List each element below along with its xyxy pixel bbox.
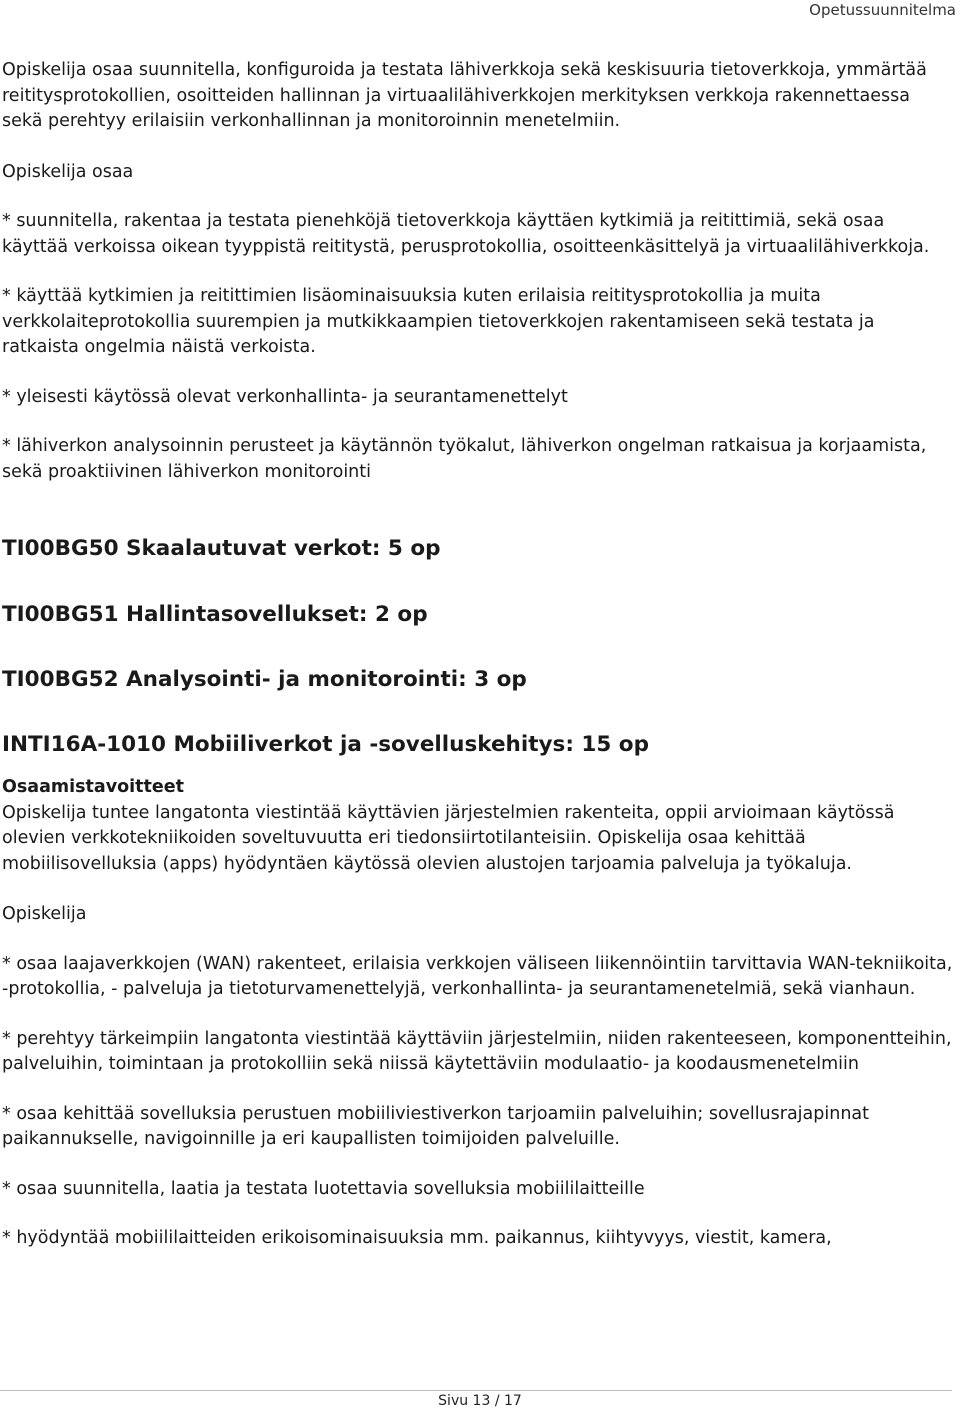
page-footer — [0, 1390, 960, 1409]
bullet-item: * yleisesti käytössä olevat verkonhallinta- ja seurantamenettelyt — [2, 386, 568, 407]
page-number: Sivu 13 / 17 — [438, 1393, 522, 1409]
page-content — [2, 58, 954, 1252]
intro-paragraph: Opiskelija osaa suunnitella, konfiguroida ja testata lähiverkkoja sekä keskisuuria tietoverkkoja, ymmärtää reititysprotokollien, osoitteiden hallinnan ja virtuaalilähiverkkojen merkityksen verkkoja rakennettaessa sekä perehtyy erilaisiin verkonhallinnan ja monitoroinnin menetelmiin. — [2, 60, 927, 131]
bullet-item: * osaa kehittää sovelluksia perustuen mobiiliviestiverkon tarjoamiin palveluihin; sovellusrajapinnat paikannukselle, navigoinnille ja eri kaupallisten toimijoiden palveluille. — [2, 1103, 870, 1149]
bullet-item: * osaa laajaverkkojen (WAN) rakenteet, erilaisia verkkojen väliseen liikennöintiin tarvittavia WAN-tekniikoita, -protokollia, - palveluja ja tietoturvamenettelyjä, verkonhallinta- ja seurantamenetelmiä, sekä vianhaun. — [2, 953, 953, 999]
bullet-item: * lähiverkon analysoinnin perusteet ja käytännön työkalut, lähiverkon ongelman ratkaisua ja korjaamista, sekä proaktiivinen lähiverkon monitorointi — [2, 436, 927, 482]
course-heading: TI00BG52 Analysointi- ja monitorointi: 3 op — [2, 667, 527, 692]
lead-text: Opiskelija osaa — [2, 161, 134, 182]
course-heading: INTI16A-1010 Mobiiliverkot ja -sovelluskehitys: 15 op — [2, 732, 649, 757]
course-heading: TI00BG50 Skaalautuvat verkot: 5 op — [2, 536, 441, 561]
footer-divider — [0, 1390, 952, 1391]
outcomes-heading: Osaamistavoitteet — [2, 777, 184, 797]
course-heading: TI00BG51 Hallintasovellukset: 2 op — [2, 602, 428, 627]
outcomes-lead: Opiskelija — [2, 904, 87, 924]
bullet-item: * perehtyy tärkeimpiin langatonta viestintää käyttäviin järjestelmiin, niiden rakenteeseen, komponentteihin, palveluihin, toimintaan ja protokolliin sekä niissä käytettäviin modulaatio- ja koodausmenetelmiin — [2, 1028, 952, 1074]
bullet-item: * osaa suunnitella, laatia ja testata luotettavia sovelluksia mobiililaitteille — [2, 1178, 645, 1199]
bullet-item: * käyttää kytkimien ja reitittimien lisäominaisuuksia kuten erilaisia reititysprotokollia ja muita verkkolaiteprotokollia suurempien ja mutkikkaampien tietoverkkojen rakentamiseen sekä testata ja ratkaista ongelmia näistä verkoista. — [2, 286, 875, 357]
bullet-item: * hyödyntää mobiililaitteiden erikoisominaisuuksia mm. paikannus, kiihtyvyys, viestit, kamera, — [2, 1228, 832, 1248]
bullet-item: * suunnitella, rakentaa ja testata pienehköjä tietoverkkoja käyttäen kytkimiä ja reitittimiä, sekä osaa käyttää verkoissa oikean tyyppistä reititystä, perusprotokollia, osoitteenkäsittelyä ja virtuaalilähiverkkoja. — [2, 211, 930, 257]
outcomes-paragraph: Opiskelija tuntee langatonta viestintää käyttävien järjestelmien rakenteita, oppii arvioimaan käytössä olevien verkkotekniikoiden soveltuvuutta eri tiedonsiirtotilanteisiin. Opiskelija osaa kehittää mobiilisovelluksia (apps) hyödyntäen käytössä olevien alustojen tarjoamia palveluja ja työkaluja. — [2, 802, 895, 874]
document-header-title: Opetussuunnitelma — [809, 1, 956, 19]
